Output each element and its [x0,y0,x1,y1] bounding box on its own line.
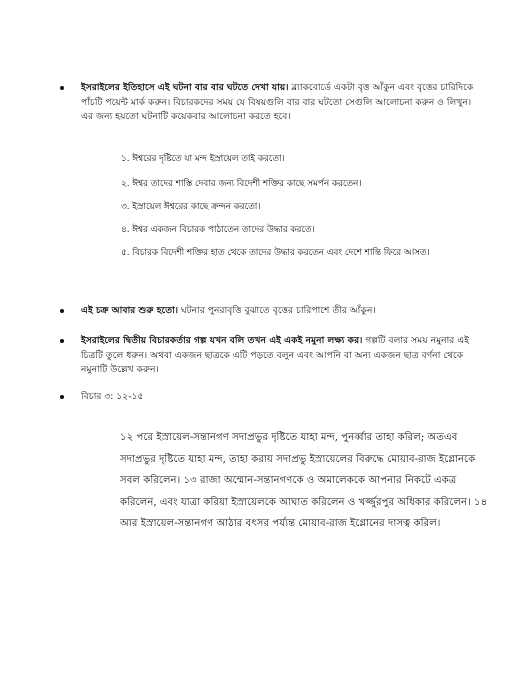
scripture-passage: ১২ পরে ইস্রায়েল-সন্তানগণ সদাপ্রভুর দৃষ্টিতে যাহা মন্দ, পুনর্ব্বার তাহা করিল; অতএব সদাপ্রভুর দৃষ্টিতে যাহা মন্দ, তাহা করায় সদাপ্রভু ইস্রায়েলের বিরুদ্ধে মোয়াব-রাজ ইগ্লোনকে সবল করিলেন। ১৩ রাজা অম্মোন-সন্তানগণকে ও অমালেককে আপনার নিকটে একত্র করিলেন, এবং যাত্রা করিয়া ইস্রায়েলকে আঘাত করিলেন ও খর্জ্জুরপুর অধিকার করিলেন। ১৪ আর ইস্রায়েল-সন্তানগণ আঠার বৎসর পর্য্যন্ত মোয়াব-রাজ ইগ্লোনের দাসত্ব করিল। [120,432,488,529]
bullet-text [81,390,480,405]
bullet-bold-lead: ইসরাইলের ইতিহাসে এই ঘটনা বার বার ঘটতে দেখা যায়। [81,82,289,93]
bullet-dot [60,339,64,343]
bullet-body: গল্পটি বলার সময় নমুনার এই চিত্রটি তুলে ধরুন। অথবা একজন ছাত্রকে এটি পড়তে বলুন এবং আপনি বা অন্য একজন ছাত্র বর্ণনা থেকে নমুনাটি উল্লেখ করুন। [81,335,470,376]
numbered-point-5: ৫. বিচারক বিদেশী শক্তির হাত থেকে তাদের উদ্ধার করতেন এবং দেশে শান্তি ফিরে আসত। [121,248,430,258]
bullet-dot [60,395,64,399]
scripture-reference: বিচার ৩: ১২-১৫ [81,391,144,402]
numbered-point-1: ১. ঈশ্বরের দৃষ্টিতে যা মন্দ ইস্রায়েল তাই করতো। [121,154,285,164]
bullet-dot [60,309,64,313]
bullet-dot [60,86,64,90]
bullet-text [81,304,480,319]
bullet-bold-lead: ইসরাইলের দ্বিতীয় বিচারকর্তার গল্প যখন বলি তখন এই একই নমুনা লক্ষ্য কর। [81,335,363,346]
bullet-body: ব্ল্যাকবোর্ডে একটা বৃত্ত আঁকুন এবং বৃত্তের চারিদিকে পাঁচটি পয়েন্ট মার্ক করুন। বিচারকদের সময় যে বিষয়গুলি বার বার ঘটতো সেগুলি আলোচনা করুন ও লিখুন। এর জন্য হয়তো ঘটনাটি কয়েকবার আলোচনা করতে হবে। [81,82,474,123]
numbered-point-3: ৩. ইস্রায়েল ঈশ্বরের কাছে ক্রন্দন করতো। [121,202,261,212]
bullet-item-scripture-reference [60,390,480,405]
bullet-item-second-judge [60,334,480,378]
bullet-item-history-pattern [60,81,480,125]
bullet-item-cycle-repeat [60,304,480,319]
bullet-text [81,334,480,378]
bullet-text [81,81,480,125]
bullet-body: ঘটনার পুনরাবৃত্তি বুঝাতে বৃত্তের চারিপাশে তীর আঁকুন। [178,305,376,316]
bullet-bold-lead: এই চক্র আবার শুরু হতো। [81,305,179,316]
numbered-point-4: ৪. ঈশ্বর একজন বিচারক পাঠাতেন তাদের উদ্ধার করতে। [121,225,315,235]
numbered-point-2: ২. ঈশ্বর তাদের শাস্তি দেবার জন্য বিদেশী শক্তির কাছে সমর্পন করতেন। [121,179,362,189]
